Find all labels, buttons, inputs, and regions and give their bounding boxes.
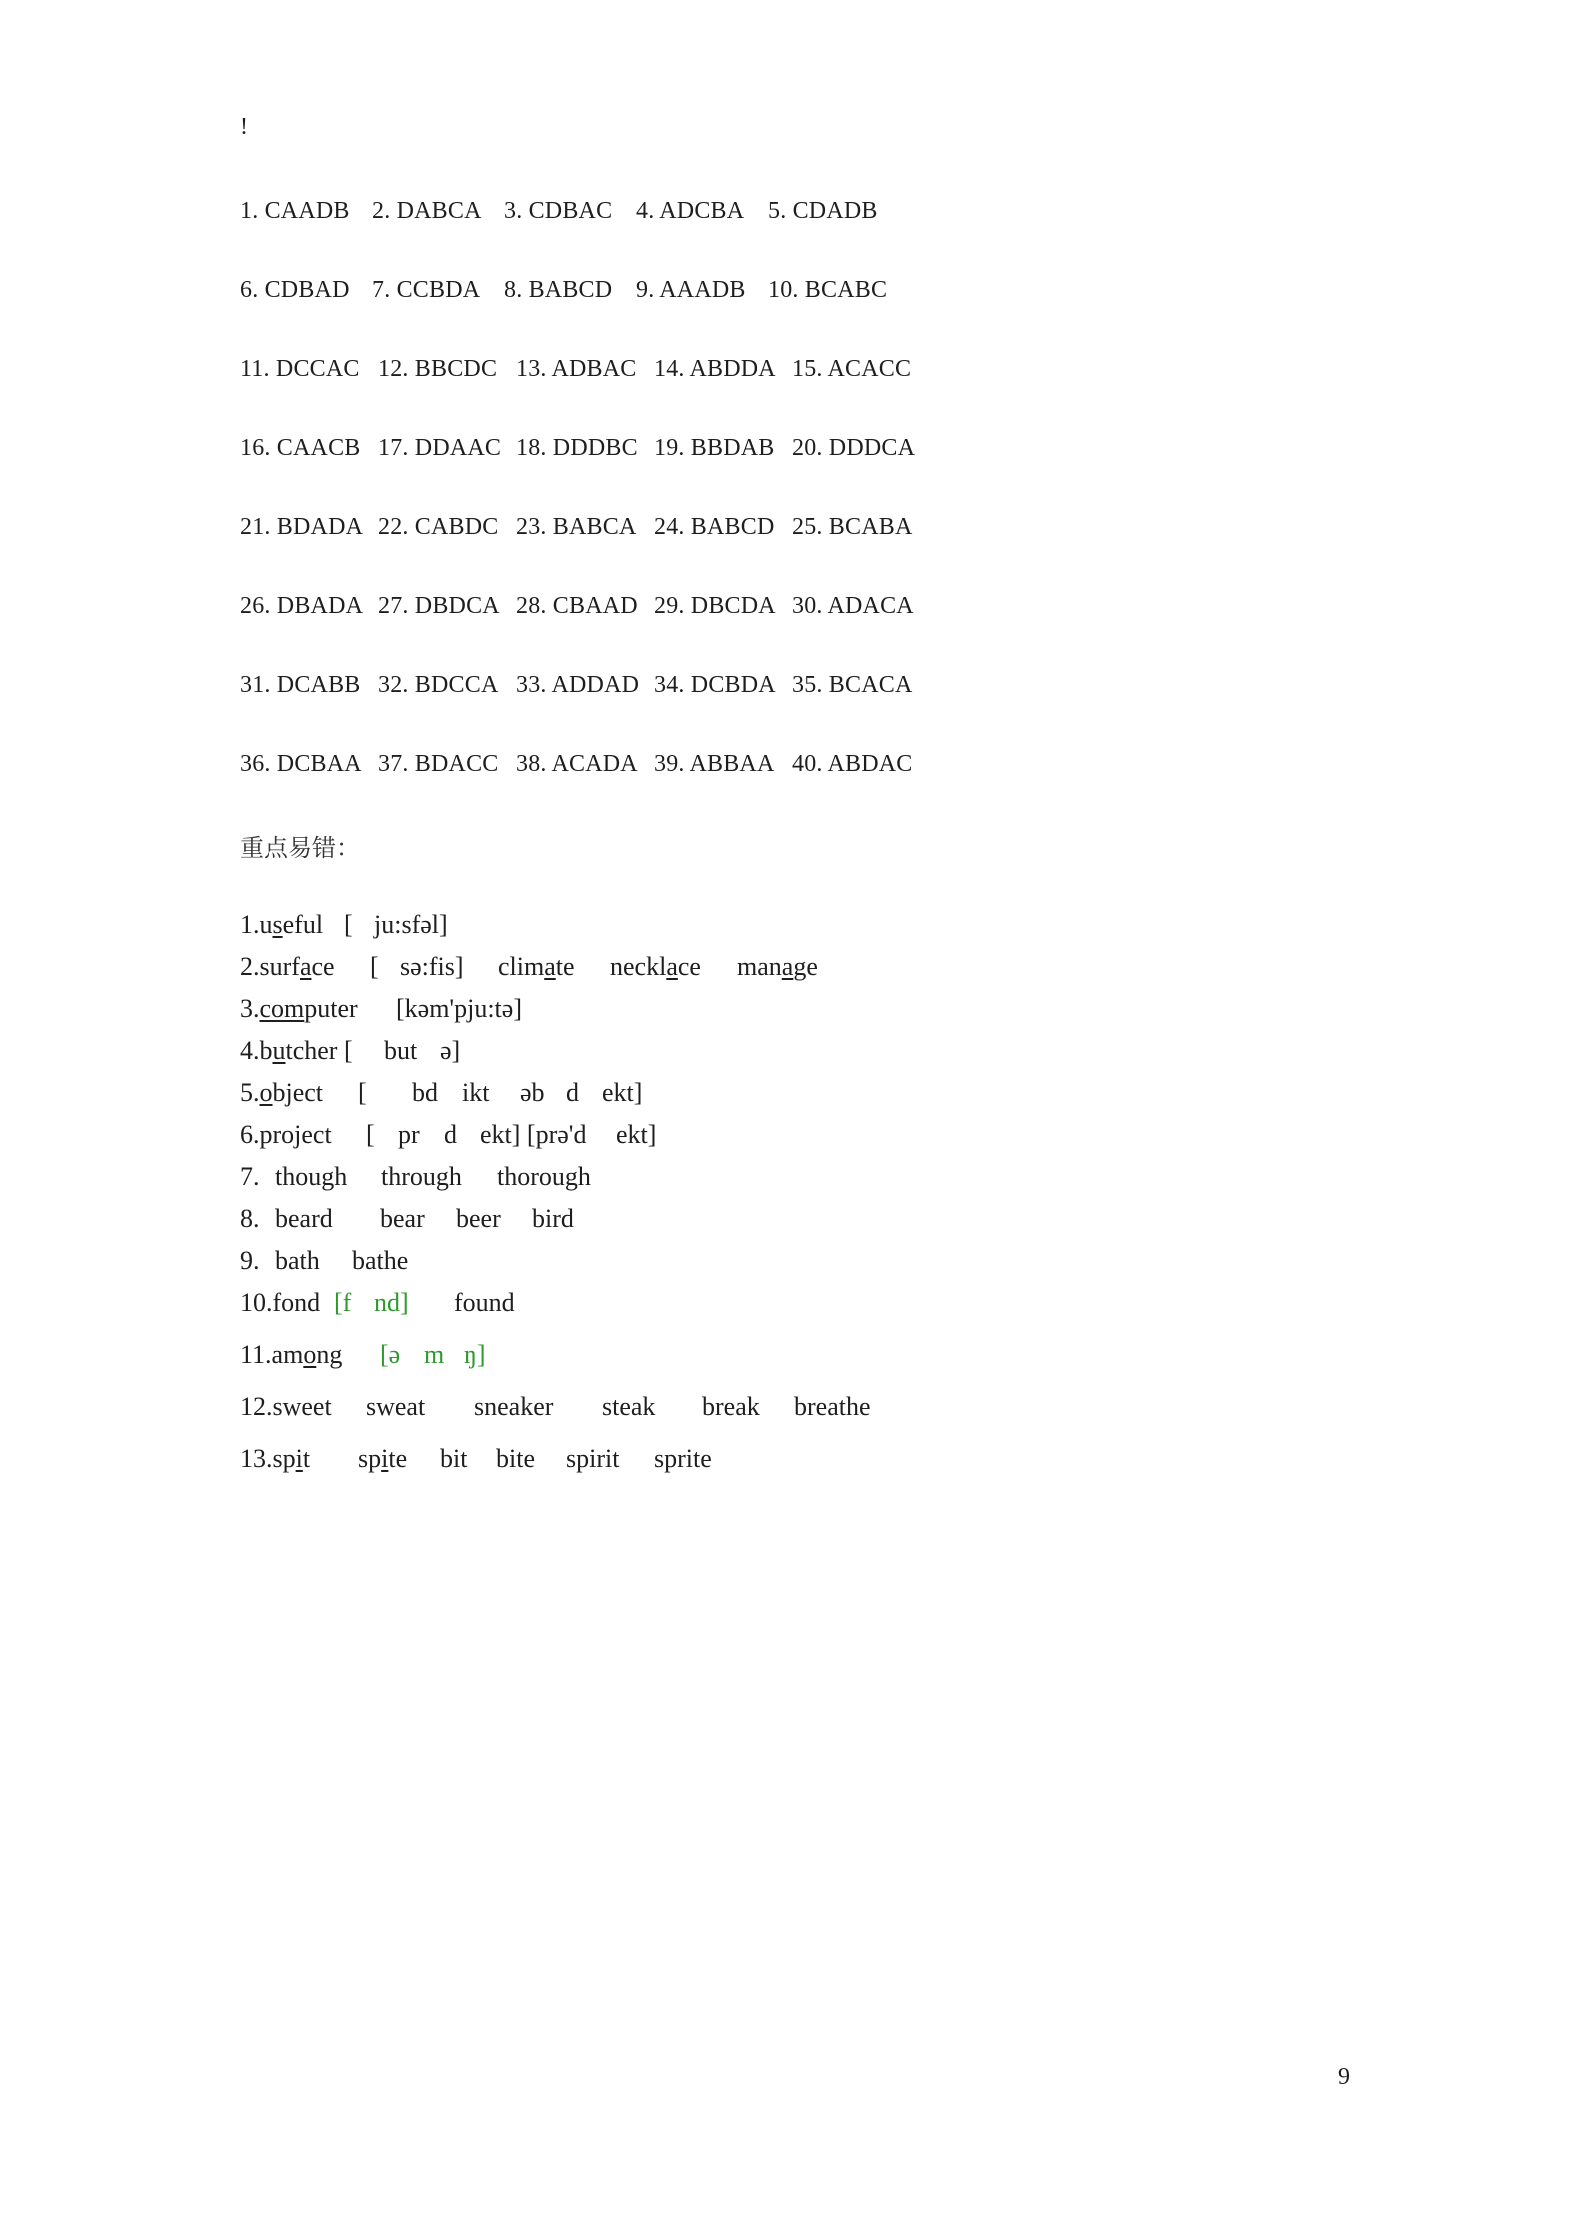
answer-entry: 29. DBCDA: [654, 593, 776, 619]
answer-entry: 5. CDADB: [768, 198, 878, 224]
answer-entry: 19. BBDAB: [654, 435, 775, 461]
answer-entry: 4. ADCBA: [636, 198, 745, 224]
answer-entry: 16. CAACB: [240, 435, 361, 461]
answer-entry: 9. AAADB: [636, 277, 746, 303]
answer-entry: 25. BCABA: [792, 514, 913, 540]
section-title: 重点易错：: [240, 834, 360, 862]
document-page: ! 1. CAADB 2. DABCA 3. CDBAC 4. ADCBA 5. CDADB 6. CDBAD 7. CCBDA 8. BABCD 9. AAADB 10. BCABC 11. DCCAC 12. BBCDC 13. ADBAC 14. ABDDA 15. ACACC 16. CAACB 17. DDAAC 18. DDDBC 19. BBDAB 20. DDDCA 21. BDADA 22. CABDC 23. BABCA 24. BABCD 25. BCABA 26. DBADA 27. DBDCA 28. CBAAD 29. DBCDA 30. ADACA 31. DCABB 32. BDCCA 33. ADDAD 34. DCBDA 35. BCACA 36. DCBAA 37. BDACC 38. ACADA 39. ABBAA 40. ABDAC 重点易错： 1.useful [ ju:sfəl] 2.surface [ sə:fis] climate necklace manage 3.computer [kəm'pju:tə] 4.butcher [ but ə] 5.object [ bd ikt əb d ekt] 6.project [ pr d ekt] [prə'd ekt] 7. though through thorough 8. beard bear beer bird 9. bath bathe 10.fond [f nd] found 11.among [ə m ŋ] 12.sweet sweat sneaker steak break breathe 13.spit spite bit bite spirit sprite 9: [240, 114, 1350, 2090]
answer-entry: 18. DDDBC: [516, 435, 638, 461]
answer-entry: 12. BBCDC: [378, 356, 498, 382]
answer-entry: 27. DBDCA: [378, 593, 500, 619]
answer-entry: 40. ABDAC: [792, 751, 913, 777]
top-mark: !: [240, 114, 248, 140]
answer-entry: 30. ADACA: [792, 593, 914, 619]
answer-entry: 6. CDBAD: [240, 277, 350, 303]
answer-entry: 34. DCBDA: [654, 672, 776, 698]
answer-entry: 35. BCACA: [792, 672, 913, 698]
answer-entry: 24. BABCD: [654, 514, 775, 540]
answer-entry: 15. ACACC: [792, 356, 912, 382]
answer-entry: 17. DDAAC: [378, 435, 502, 461]
answer-entry: 2. DABCA: [372, 198, 482, 224]
answer-entry: 36. DCBAA: [240, 751, 362, 777]
answer-entry: 3. CDBAC: [504, 198, 613, 224]
answer-entry: 26. DBADA: [240, 593, 364, 619]
answer-entry: 31. DCABB: [240, 672, 361, 698]
answer-entry: 39. ABBAA: [654, 751, 775, 777]
answer-entry: 20. DDDCA: [792, 435, 916, 461]
answer-entry: 37. BDACC: [378, 751, 499, 777]
answer-entry: 38. ACADA: [516, 751, 638, 777]
answer-entry: 32. BDCCA: [378, 672, 499, 698]
page-number: 9: [1338, 2064, 1350, 2090]
answer-entry: 1. CAADB: [240, 198, 350, 224]
answer-entry: 22. CABDC: [378, 514, 499, 540]
answer-entry: 11. DCCAC: [240, 356, 360, 382]
answer-entry: 21. BDADA: [240, 514, 364, 540]
answer-entry: 7. CCBDA: [372, 277, 481, 303]
answer-entry: 13. ADBAC: [516, 356, 637, 382]
answer-entry: 33. ADDAD: [516, 672, 640, 698]
answer-entry: 28. CBAAD: [516, 593, 638, 619]
answer-entry: 23. BABCA: [516, 514, 637, 540]
answer-entry: 8. BABCD: [504, 277, 613, 303]
answer-entry: 14. ABDDA: [654, 356, 776, 382]
answer-entry: 10. BCABC: [768, 277, 888, 303]
